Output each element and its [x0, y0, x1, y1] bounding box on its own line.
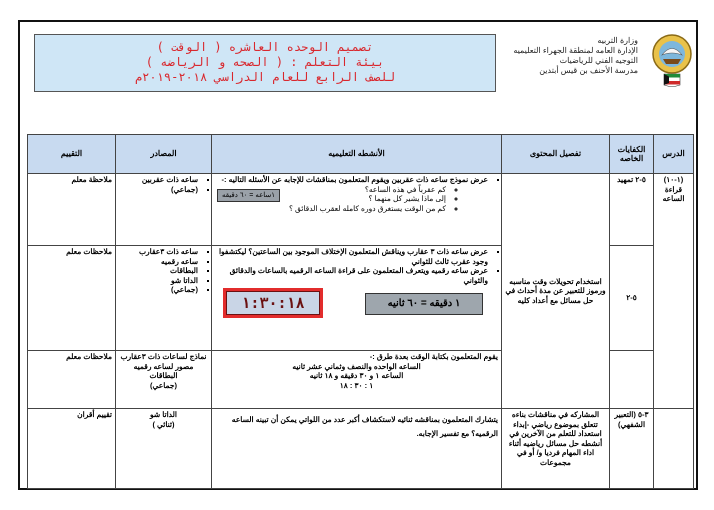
org-line: وزارة التربيه	[597, 36, 638, 45]
title-box	[34, 34, 496, 92]
org-line: التوجيه الفني للرياضيات	[559, 56, 638, 65]
competency-cell	[610, 351, 654, 409]
digital-clock-value: ١:٣٠:١٨	[226, 291, 320, 315]
table-row	[28, 409, 694, 489]
resource-item: الداتا شو	[149, 410, 177, 419]
resource-item: ▪ ساعه رقميه	[119, 257, 198, 267]
evaluation-cell: ملاحظة معلم	[28, 174, 116, 246]
resource-item: البطاقات	[149, 371, 178, 380]
title-line: تصميم الوحده العاشره ( الوقت )	[156, 40, 374, 54]
question-item: ◦ كم عقرباً في هذه الساعه؟	[215, 185, 446, 195]
organization-block	[508, 36, 638, 76]
header-resources: المصادر	[116, 135, 212, 174]
activity-cell	[212, 174, 502, 246]
activity-text: يقوم المتعلمون بكتابة الوقت بعدة طرق :-	[369, 352, 498, 361]
evaluation-cell: ملاحظات معلم	[28, 351, 116, 409]
question-item: ◦ إلى ماذا يشير كل منهما ؟	[215, 194, 446, 204]
activity-text: الساعه الواحده والنصف وثماني عشر ثانيه	[292, 361, 421, 371]
digital-clock-display	[223, 288, 323, 318]
activity-text: ▪ عرض ساعه ذات ٣ عقارب ويناقش المتعلمون الإختلاف الموجود بين الساعتين؟ ليكتشفوا وجود عقرب ثالث للثواني	[215, 247, 488, 266]
lesson-cell: (١-١٠) قراءة الساعه	[654, 174, 694, 409]
activity-text: ▪ عرض نموذج ساعه ذات عقربين ويقوم المتعلمون بمناقشات للإجابه عن الأسئله التاليه :-	[215, 175, 488, 185]
header-lesson: الدرس	[654, 135, 694, 174]
resource-item: (جماعي)	[150, 380, 177, 390]
table-header-row	[28, 135, 694, 174]
content-cell: استخدام تحويلات وقت مناسبه ورموز للتعبير عن مدة أحداث في حل مسائل مع أعداد كليه	[502, 174, 610, 409]
resource-item: ▪ ساعه ذات عقربين	[119, 175, 198, 185]
lesson-plan-sheet	[18, 20, 698, 490]
clock-examples	[215, 285, 498, 325]
resource-item: ▪ البطاقات	[119, 266, 198, 276]
table-row	[28, 174, 694, 246]
title-line: للصف الرابع للعام الدراسي ٢٠١٨-٢٠١٩م	[134, 70, 396, 84]
org-line: الإدارة العامه لمنطقة الجهراء التعليميه	[513, 46, 638, 55]
activity-cell	[212, 351, 502, 409]
activity-text: ١ : ٣٠ : ١٨	[339, 380, 374, 390]
lesson-cell	[654, 409, 694, 489]
activity-cell: يتشارك المتعلمون بمناقشه ثنائيه لاستكشاف أكبر عدد من اللواتي يمكن أن تبينه الساعه الرقميه؟ مع تفسير الإجابه.	[212, 409, 502, 489]
header-activities: الأنشطه التعليميه	[212, 135, 502, 174]
resource-item: (ثنائي )	[152, 419, 175, 429]
hour-minute-box: ١ساعه = ٦٠ دقيقه	[217, 189, 280, 203]
lesson-plan-table	[27, 134, 694, 489]
resource-item: ▪ (جماعي)	[119, 285, 198, 295]
resources-cell	[116, 174, 212, 246]
title-line: بيئة التعلم : ( الصحه و الرياضه )	[145, 55, 385, 69]
resources-cell	[116, 351, 212, 409]
kuwait-emblem-icon	[650, 32, 694, 88]
page-header	[26, 28, 692, 90]
competency-cell: ٥-٢	[610, 246, 654, 351]
question-item: ◦ كم من الوقت يستغرق دوره كامله لعقرب الدقائق ؟	[215, 204, 446, 214]
resource-item: مصور لساعه رقميه	[133, 361, 194, 371]
competency-cell: ٣-٥ (التعبير الشفهي)	[610, 409, 654, 489]
evaluation-cell: ملاحظات معلم	[28, 246, 116, 351]
header-competencies: الكفايات الخاصه	[610, 135, 654, 174]
activity-text: الساعه ١ و ٣٠ دقيقه و ١٨ ثانيه	[309, 371, 404, 380]
resource-item: نماذج لساعات ذات ٣عقارب	[120, 352, 207, 361]
activity-text: ▪ عرض ساعه رقميه ويتعرف المتعلمون على قراءة الساعه الرقميه بالساعات والدقائق والثواني	[215, 266, 488, 285]
org-line: مدرسة الأحنف بن قيس أبتدين	[539, 66, 638, 75]
resource-item: ▪ (جماعي)	[119, 185, 198, 195]
competency-cell: ٥-٢ تمهيد	[610, 174, 654, 246]
resource-item: ▪ الداتا شو	[119, 276, 198, 286]
header-evaluation: التقييم	[28, 135, 116, 174]
header-content-detail: تفصيل المحتوى	[502, 135, 610, 174]
resource-item: ▪ ساعه ذات ٣عقارب	[119, 247, 198, 257]
evaluation-cell: تقييم أقران	[28, 409, 116, 489]
resources-cell	[116, 409, 212, 489]
content-cell: المشاركه في مناقشات بناءه تتعلق بموضوع رياضي -إبداء استعداد للتعلم من الآخرين في أنشطه حل مسائل رياضيه أثناء اداء المهام فرديا و/ أو في مجموعات	[502, 409, 610, 489]
activity-cell	[212, 246, 502, 351]
minute-second-box: ١ دقيقه = ٦٠ ثانيه	[365, 293, 483, 315]
resources-cell	[116, 246, 212, 351]
